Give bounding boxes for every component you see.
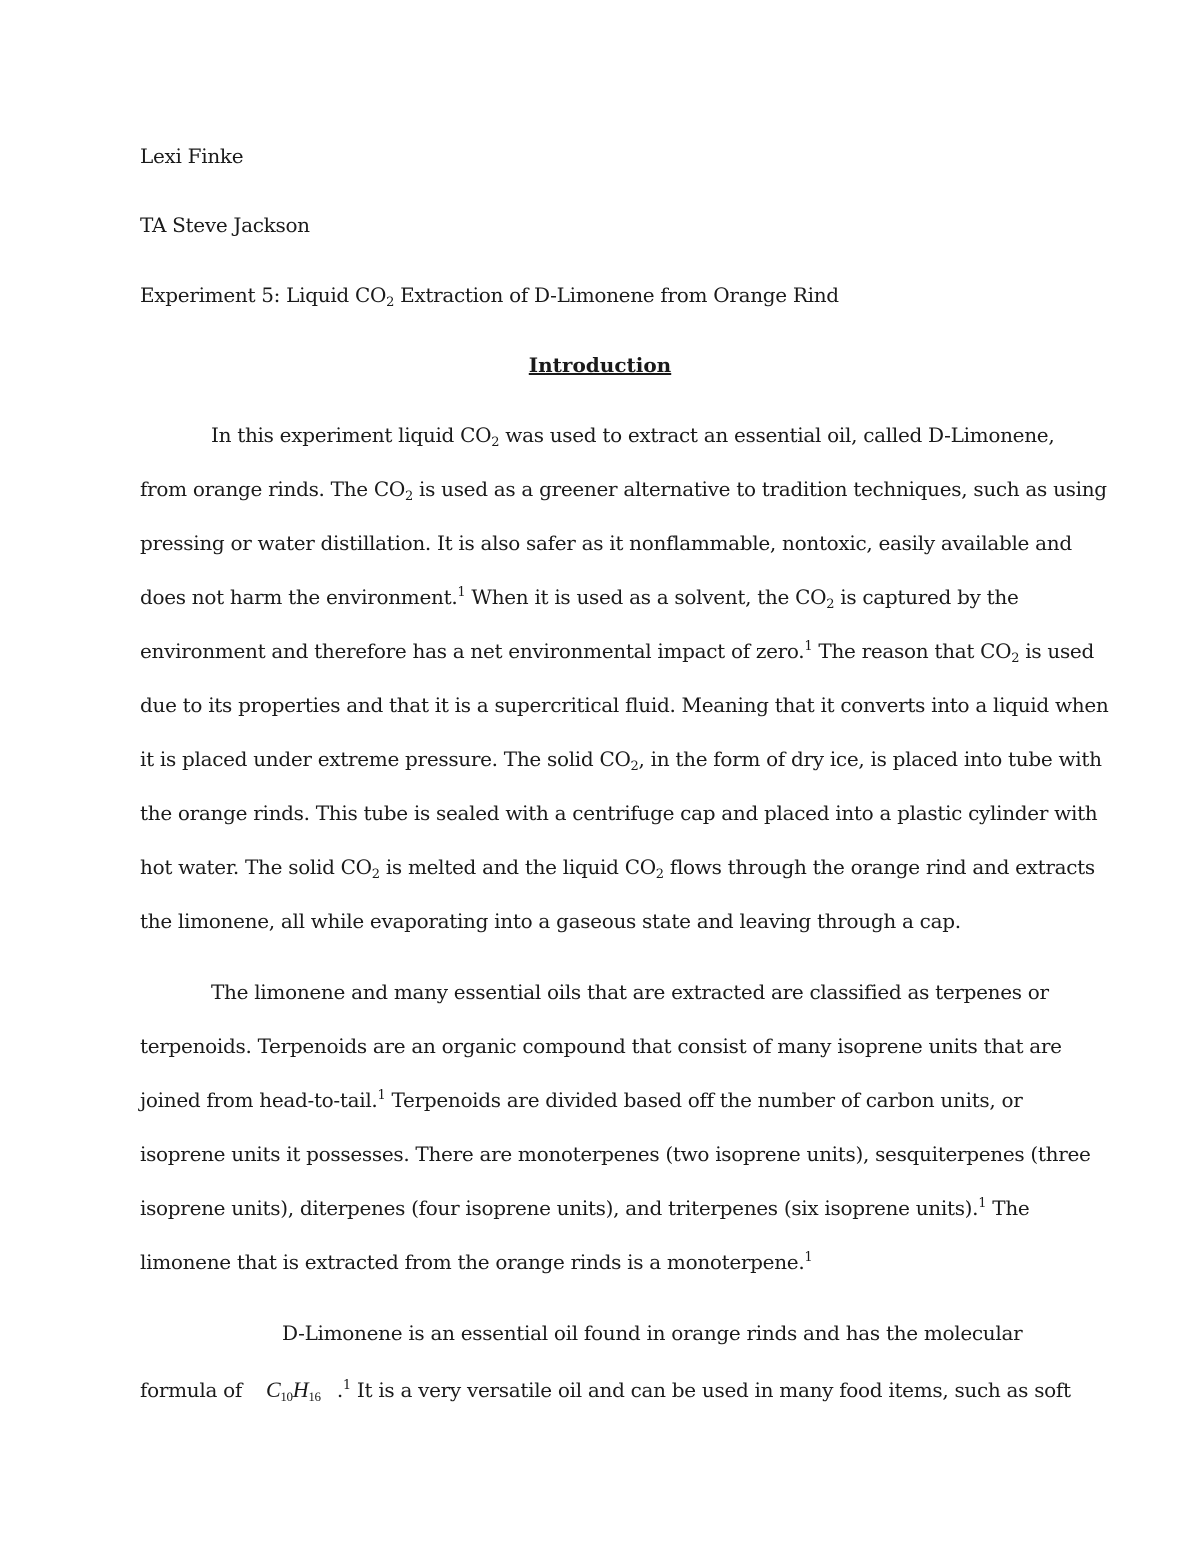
- paragraph-line: the limonene, all while evaporating into a gaseous state and leaving through a cap.: [140, 909, 961, 933]
- paragraph-line: The limonene and many essential oils that are extracted are classified as terpenes or: [211, 980, 1049, 1004]
- paragraph-line: due to its properties and that it is a supercritical fluid. Meaning that it converts into a liquid when: [140, 693, 1109, 717]
- author-name: Lexi Finke: [140, 144, 244, 168]
- ta-name: TA Steve Jackson: [140, 213, 310, 237]
- paragraph-line: limonene that is extracted from the orange rinds is a monoterpene.$^1$: [140, 1250, 813, 1274]
- paragraph-line: isoprene units), diterpenes (four isoprene units), and triterpenes (six isoprene units).$^1$ The: [140, 1196, 1030, 1220]
- paragraph-line: it is placed under extreme pressure. The solid $CO_2$, in the form of dry ice, is placed into tube with: [140, 747, 1102, 774]
- paragraph-line: does not harm the environment.$^1$ When it is used as a solvent, the $CO_2$ is captured by the: [140, 585, 1019, 612]
- section-heading: Introduction: [528, 353, 672, 377]
- paragraph-line: from orange rinds. The $CO_2$ is used as a greener alternative to tradition techniques, such as using: [140, 477, 1107, 504]
- paragraph-line: formula of $C_{10}H_{16}$ .$^1$ It is a very versatile oil and can be used in many food items, such as soft: [140, 1377, 1071, 1404]
- paragraph-line: the orange rinds. This tube is sealed with a centrifuge cap and placed into a plastic cylinder with: [140, 801, 1098, 825]
- paragraph-line: joined from head-to-tail.$^1$ Terpenoids are divided based off the number of carbon units, or: [140, 1088, 1023, 1112]
- paragraph-line: hot water. The solid $CO_2$ is melted and the liquid $CO_2$ flows through the orange rind and extracts: [140, 855, 1095, 882]
- molecular-formula: $C_{10}H_{16}$: [265, 1377, 321, 1404]
- paragraph-line: terpenoids. Terpenoids are an organic compound that consist of many isoprene units that are: [140, 1034, 1062, 1058]
- paragraph-line: D-Limonene is an essential oil found in orange rinds and has the molecular: [282, 1321, 1023, 1345]
- paragraph-line: pressing or water distillation. It is also safer as it nonflammable, nontoxic, easily available and: [140, 531, 1072, 555]
- experiment-title: Experiment 5: Liquid $CO_2$ Extraction of D-Limonene from Orange Rind: [140, 283, 839, 310]
- paragraph-line: environment and therefore has a net environmental impact of zero.$^1$ The reason that $CO_2$ is used: [140, 639, 1094, 666]
- paragraph-line: isoprene units it possesses. There are monoterpenes (two isoprene units), sesquiterpenes (three: [140, 1142, 1091, 1166]
- paragraph-line: In this experiment liquid $CO_2$ was used to extract an essential oil, called D-Limonene,: [211, 423, 1055, 450]
